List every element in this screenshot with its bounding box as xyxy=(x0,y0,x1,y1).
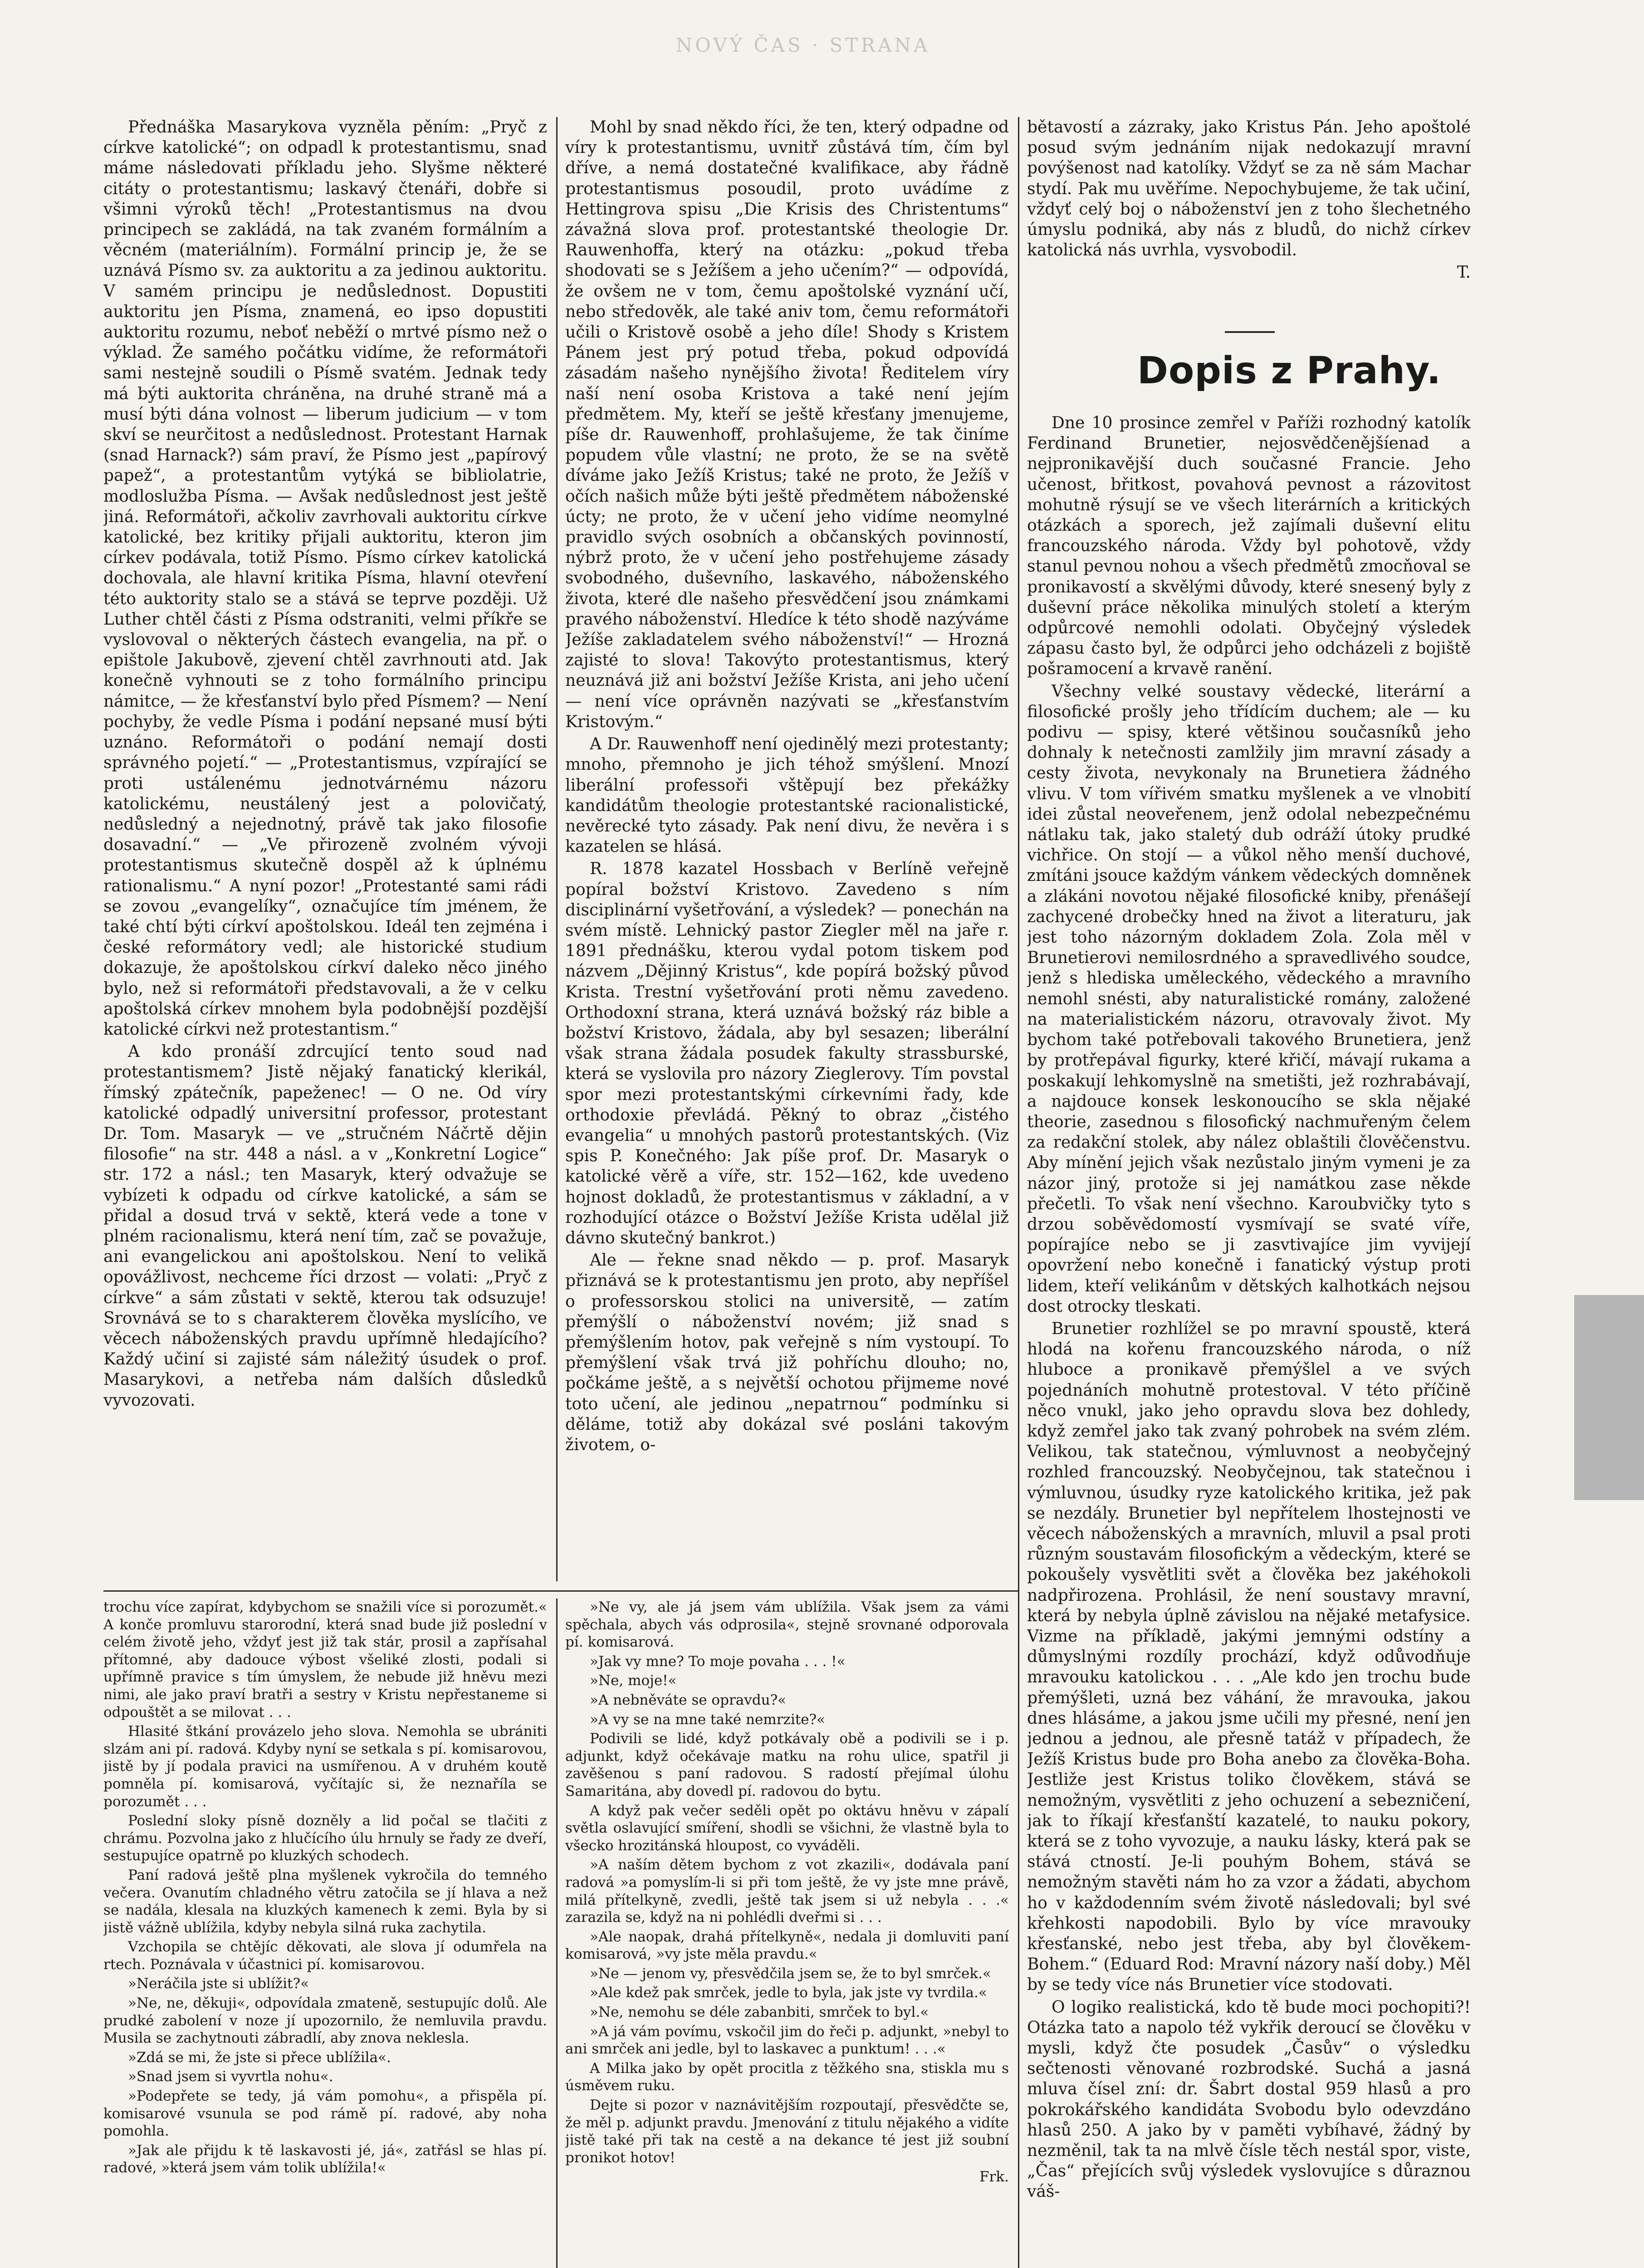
feuilleton-separator xyxy=(103,1590,1018,1592)
feuilleton-paragraph: »A vy se na mne také nemrzite?« xyxy=(590,1711,826,1728)
column-divider xyxy=(556,1598,558,2268)
article-paragraph: Brunetier rozhlížel se po mravní spoustě, která hlodá na kořenu francouzského národa, o níž hluboce a pronikavě přemýšlel a ve svých pojednáních mohutně protestoval. V této příčině něco vnukl, jako jeho opravdu slova bez dohledy, když zemřel jako tak zvaný pohrobek na svém zlém. Velikou, tak statečnou, výmluvnost a neobyčejný rozhled francouzský. Neobyčejnou, tak statečnou i výmluvnou, úsudky ryze katolického kritika, jež pak se nezdály. Brunetier byl nepřítelem lhostejnosti ve věcech náboženských a mravních, mluvil a psal proti různým soustavám filosofickým a vědeckým, které se pokoušely vysvětliti svět a člověka bez jakéhokoli nadpřirozena. Prohlásil, že není soustavy mravní, která by nebyla úplně závislou na nějaké metafysice. Vizme na příkladě, jakými jemnými odstíny a důmyslnými rozdíly prochází, když odůvodňuje mravouku katolickou . . . „Ale kdo jen trochu bude přemýšleti, uzná bez váhání, že mravouka, jakou dnes hlásáme, a jakou jsme učili my přesné, není jen jednou a jednou, ale přesně tatáž v případech, že Ježíš Kristus bude pro Boha anebo za člověka-Boha. Jestliže jest Kristus toliko člověkem, stává se nemožným, vysvětliti z jeho ochuzení a sebezničení, jak to říkají křesťanští kazatelé, to nauku pokory, která se z toho vyvozuje, a nauku lásky, která pak se stává ctností. Je-li pouhým Bohem, stává se nemožným stavěti nám ho za vzor a žádati, abychom ho v každodenním svém životě následovali; byl své křehkosti napodobili. Bylo by více mravouky křesťanské, nebo jest třeba, aby byl člověkem-Bohem.“ (Eduard Rod: Mravní názory naší doby.) Měl by se tedy více nás Brunetier více stodovati. xyxy=(1027,1319,1471,1994)
section-end-rule xyxy=(1225,331,1275,333)
feuilleton-paragraph: »Zdá se mi, že jste si přece ublížila«. xyxy=(128,2049,391,2066)
article-column-right-letter xyxy=(1027,413,1471,2268)
feuilleton-paragraph: »Snad jsem si vyvrtla nohu«. xyxy=(128,2068,333,2085)
feuilleton-paragraph: Dejte si pozor v naznávitějším rozpoutají, přesvědčte se, že měl p. adjunkt pravdu. Jmenování z titulu nějakého a vidíte jistě také při tak na cestě a na dekance té jest již soubní pronikot hotov! xyxy=(565,2097,1009,2166)
feuilleton-paragraph: Podivili se lidé, když potkávaly obě a podivili se i p. adjunkt, když očekávaje matku na rohu ulice, spatřil ji zavěšenou s paní radovou. S radostí přejímal úlohu Samaritána, aby dovedl pí. radovou do bytu. xyxy=(565,1730,1009,1799)
article-paragraph: Dne 10 prosince zemřel v Paříži rozhodný katolík Ferdinand Brunetier, nejosvědčenějšíenad a nejpronikavější duch současné Francie. Jeho učenost, břitkost, povahová pevnost a rázovitost mohutně rýsují se ve všech literárních a kritických otázkách a sporech, jež zajímali duševní elitu francouzského národa. Vždy byl pohotově, vždy stanul pevnou nohou a všech předmětů zmocňoval se pronikavostí a skvělými důvody, které snesený byly z duševní práce několika minulých století a kterým odpůrcové nemohli odolati. Obyčejný výsledek zápasu často byl, že odpůrci jeho odcházeli z bojiště pošramocení a krvavě ranění. xyxy=(1027,414,1471,679)
article-paragraph: bětavostí a zázraky, jako Kristus Pán. Jeho apoštolé posud svým jednáním nijak nedokazují mravní povýšenost nad katolíky. Vždyť se za ně sám Machar stydí. Pak mu uvěříme. Nepochybujeme, že tak učiní, vždyť celý boj o náboženství jen z toho šlechetného úmyslu podniká, aby nás z bludů, do nichž církev katolická nás uvrhla, vysvobodil. xyxy=(1027,118,1471,260)
feuilleton-column-left xyxy=(103,1598,547,2268)
article-paragraph: Všechny velké soustavy vědecké, literární a filosofické prošly jeho třídícím duchem; ale — ku podivu — spisy, které většinou současníků jeho dohnaly k netečnosti zamlžily jim mravní zásady a cesty života, nevykonaly na Brunetiera žádného vlivu. V tom vířivém smatku myšlenek a ve vlnobití idei zůstal neoveřenem, jenž odolal nebezpečnému nátlaku tak, jako staletý dub odráží útoky prudké vichřice. On stojí — a vůkol něho menší duchové, zmítáni jsouce každým vánkem vědeckých domněnek a zlákáni novotou nějaké filosofické kniby, přenášejí zachycené drobečky hned na život a literaturu, jak jest toho názorným dokladem Zola. Zola měl v Brunetierovi nemilosrdného a spravedlivého soudce, jenž s hlediska uměleckého, vědeckého a mravního nemohl snésti, aby naturalistické romány, založené na materialistickém názoru, otravovaly život. My bychom také potřebovali takového Brunetiera, jenž by protřepával figurky, které křičí, mávají rukama a poskakují lehkomyslně na smetišti, jež rozhrabávají, a najdouce konsek leskonoucího se skla nějaké theorie, zasednou s filosofický nachmuřeným čelem za redakční stolek, aby nález oblaštili člověčenstvu. Aby mínění jejich však nezůstalo jiným vymeni je za názor jiný, protože si jej namátkou zase někde přečetli. To však není všechno. Karoubvičky tyto s drzou soběvědomostí vysmívají se svaté víře, popírajíce nebo se ji zasvtivajíce jim vyvijejí opovržení nebo konečně i fanatický výstup proti lidem, kteří velikánům v dětských kalhotkách nejsou dost otrocky tleskati. xyxy=(1027,682,1471,1316)
article-paragraph: Přednáška Masarykova vyzněla pěním: „Pryč z církve katolické“; on odpadl k protestantismu, snad máme následovati příkladu jeho. Slyšme některé citáty o protestantismu; laskavý čtenáři, dobře si všimni výroků těch! „Protestantismus na dvou principech se zakládá, na tak zvaném formálním a věcném (materiálním). Formální princip je, že se uznává Písmo sv. za auktoritu a za jedinou auktoritu. V samém principu je nedůslednost. Dopustiti auktoritu jen Písma, znamená, eo ipso dopustiti auktoritu rozumu, neboť neběží o mrtvé písmo než o výklad. Že samého počátku vidíme, že reformátoři sami nestejně soudili o Písmě svatém. Jednak tedy má býti auktorita chráněna, na druhé straně má a musí býti dána volnost — liberum judicium — v tom skví se neurčitost a nedůslednost. Protestant Harnak (snad Harnack?) sám praví, že Písmo jest „papírový papež“, a protestantům vytýká se bibliolatrie, modloslužba Písma. — Avšak nedůslednost jest ještě jiná. Reformátoři, ačkoliv zavrhovali auktoritu církve katolické, bez kritiky přijali auktoritu, kteron jim církev podávala, totiž Písmo. Písmo církev katolická dochovala, ale hlavní kritika Písma, hlavní otevření této auktority stalo se a stává se teprve později. Už Luther chtěl části z Písma odstraniti, velmi příkře se vyslovoval o některých částech evangelia, na př. o epištole Jakubově, zjevení chtěl zavrhnouti atd. Jak konečně vyhnouti se z toho formálního principu námitce, — že křesťanství bylo před Písmem? — Není pochyby, že vedle Písma i podání nepsané musí býti uznáno. Reformátoři o podání nemají dosti správného pojetí.“ — „Protestantismus, vzpírající se proti ustálenému jednotvárnému názoru katolickému, neustálený jest a polovičatý, nedůsledný a nejednotný, právě tak jako filosofie dosavadní.“ — „Ve přirozeně zvolném vývoji protestantismus skutečně dospěl až k úplnému rationalismu.“ A nyní pozor! „Protestanté sami rádi se zovou „evangelíky“, označujíce tím jménem, že také chtí býti církví apoštolskou. Ideál ten zejména i české reformátory vedl; ale historické studium dokazuje, že apoštolskou církví daleko něco jiného bylo, než si reformátoři představovali, a že v celku apoštolská církev mnohem byla podobnější pozdější katolické církvi než protestantism.“ xyxy=(103,118,547,1039)
feuilleton-paragraph: A Milka jako by opět procitla z těžkého sna, stiskla mu s úsměvem ruku. xyxy=(565,2060,1009,2094)
article-column-left-top xyxy=(103,117,547,1581)
feuilleton-paragraph: »A nebněváte se opravdu?« xyxy=(590,1691,787,1708)
feuilleton-paragraph: »Jak vy mne? To moje povaha . . . !« xyxy=(590,1653,846,1670)
masthead-ghost-text: NOVÝ ČAS · STRANA xyxy=(675,34,930,56)
feuilleton-paragraph: »A já vám povímu, vskočil jim do řeči p. adjunkt, »nebyl to ani smrček ani jedle, byl to laskavec a punktum! . . .« xyxy=(565,2023,1009,2058)
article-paragraph: Ale — řekne snad někdo — p. prof. Masaryk přiznává se k protestantismu jen proto, aby nepříšel o professorskou stolici na universitě, — zatím přemýšlí o náboženství novém; již snad s přemýšlením hotov, pak veřejně s ním vystoupí. To přemýšlení však trvá již pohříchu dlouho; no, počkáme ještě, a s největší ochotou přijmeme nové toto učení, ale jedinou „nepatrnou“ podmínku si děláme, totiž aby dokázal své posláni takovým životem, o- xyxy=(565,1251,1009,1454)
feuilleton-paragraph: »Neráčila jste si ublížit?« xyxy=(128,1975,309,1992)
feuilleton-paragraph: »Ale kdež pak smrček, jedle to byla, jak jste vy tvrdila.« xyxy=(590,1984,987,2001)
article-paragraph: A Dr. Rauwenhoff není ojedinělý mezi protestanty; mnoho, přemnoho je jich téhož smýšlení. Mnozí liberální professoři vštěpují bez překážky kandidátům theologie protestantské racionalistické, nevěrecké tyto zásady. Pak není divu, že nevěra i s kazatelen se hlásá. xyxy=(565,735,1009,856)
article-paragraph: O logiko realistická, kdo tě bude moci pochopiti?! Otázka tato a napolo též vykřik deroucí se člověku v mysli, když čte posudek „Časův“ o výsledku sečtenosti věnované rozbrodské. Suchá a jasná mluva čísel zní: dr. Šabrt dostal 959 hlasů a pro pokrokářského kandidáta Svobodu bylo odevzdáno hlasů 250. A jako by v paměti vybíhavé, žádný by nezměnil, tak ta na mlvě čísle těch nestál spor, viste, „Čas“ přejících svůj výsledek vyslovujíce s důraznou váš- xyxy=(1027,1998,1471,2201)
feuilleton-paragraph: »Ne, moje!« xyxy=(590,1672,677,1689)
feuilleton-paragraph: A když pak večer seděli opět po oktávu hněvu v zápalí světla oslavující smíření, shodli se všichni, že vlastně byla to všecko hrozitánská hloupost, co vyváděli. xyxy=(565,1802,1009,1854)
feuilleton-paragraph: Paní radová ještě plna myšlenek vykročila do temného večera. Ovanutím chladného větru zatočila se jí hlava a než se nadála, klesala na kluzkých kamenech k zemi. Byla by si jistě vážně ublížila, kdyby nebyla silná ruka zachytila. xyxy=(103,1867,547,1936)
feuilleton-paragraph: »A naším dětem bychom z vot zkazili«, dodávala paní radová »a pomyslím-li si při tom ještě, že vy jste mne právě, milá přítelkyně, zvedli, ještě tak jsem si už nebyla . . .« zarazila se, když na ni pohlédli dveřmi si . . . xyxy=(565,1857,1009,1926)
feuilleton-paragraph: »Ne, nemohu se déle zabanbiti, smrček to byl.« xyxy=(590,2004,929,2021)
article-paragraph: Mohl by snad někdo říci, že ten, který odpadne od víry k protestantismu, uvnitř zůstává tím, čím byl dříve, a nemá dostatečné kvalifikace, aby řádně protestantismus posoudil, proto uvádíme z Hettingrova spisu „Die Krisis des Christentums“ závažná slova prof. protestantské theologie Dr. Rauwenhoffa, který na otázku: „pokud třeba shodovati se s Ježíšem a jeho učením?“ — odpovídá, že ovšem ne v tom, čemu apoštolské vyznání učí, nebo středověk, ale také aniv tom, čemu reformátoři učili o Kristově osobě a jeho díle! Shody s Kristem Pánem jest prý potud třeba, pokud odpovídá zásadám našeho nynějšího života! Ředitelem víry naší není osoba Kristova a také není jejím předmětem. My, kteří se ještě křesťany jmenujeme, píše dr. Rauwenhoff, prohlašujeme, že tak činíme popudem vůle vlastní; ne proto, že se na světě díváme jako Ježíš Kristus; také ne proto, že Ježíš v očích našich může býti ještě předmětem náboženské úcty; ne proto, že v učení jeho vidíme neomylné pravidlo svých osobních a občanských povinností, nýbrž proto, že v učení jeho postřehujeme zásady svobodného, duševního, laskavého, náboženského života, které dle našeho přesvědčení jsou známkami pravého náboženství. Hledíce k této shodě nazýváme Ježíše zakladatelem svého náboženství!“ — Hrozná zajisté to slova! Takovýto protestantismus, který neuznává již ani božství Ježíše Krista, ani jeho učení — není více oprávněn nazývati se „křesťanstvím Kristovým.“ xyxy=(565,118,1009,731)
feuilleton-column-middle xyxy=(565,1598,1009,2268)
feuilleton-paragraph: Vzchopila se chtějíc děkovati, ale slova jí odumřela na rtech. Poznávala v účastnici pí. komisarovou. xyxy=(103,1939,547,1973)
feuilleton-paragraph: »Ale naopak, drahá přítelkyně«, nedala ji domluviti paní komisarová, »vy jste měla pravdu.« xyxy=(565,1928,1009,1963)
column-divider xyxy=(556,117,558,1581)
feuilleton-paragraph: »Ne, ne, děkuji«, odpovídala zmateně, sestupujíc dolů. Ale prudké zabolení v noze jí upozornilo, že nemluvila pravdu. Musila se zachytnouti zábradlí, aby znova neklesla. xyxy=(103,1995,547,2047)
article-column-middle-top xyxy=(565,117,1009,1581)
article-signature: T. xyxy=(1457,263,1471,282)
column-divider xyxy=(1018,117,1019,2268)
headline-dopis-z-prahy: Dopis z Prahy. xyxy=(1137,349,1442,392)
feuilleton-paragraph: »Ne — jenom vy, přesvědčila jsem se, že to byl smrček.« xyxy=(590,1965,991,1982)
feuilleton-paragraph: »Podepřete se tedy, já vám pomohu«, a přispěla pí. komisarové vsunula se pod rámě pí. radové, aby noha pomohla. xyxy=(103,2088,547,2140)
feuilleton-paragraph: trochu více zapírat, kdybychom se snažili více si porozumět.« A konče promluvu starorodní, která snad bude již poslední v celém životě jeho, vždyť jest již tak stár, prosil a zapřísahal přítomné, aby dadouce výbost všeliké zlosti, podali si upřímně pravice s tím úmyslem, že nebude již hněvu mezi nimi, ale jako praví bratři a sestry v Kristu nepřestaneme si odpouštět a se milovat . . . xyxy=(103,1599,547,1721)
article-paragraph: R. 1878 kazatel Hossbach v Berlíně veřejně popíral božství Kristovo. Zavedeno s ním disciplinární vyšetřování, a výsledek? — ponechán na svém místě. Lehnický pastor Ziegler měl na jaře r. 1891 přednášku, kterou vydal potom tiskem pod názvem „Dějinný Kristus“, kde popírá božský původ Krista. Trestní vyšetřování proti němu zavedeno. Orthodoxní strana, která uznává božský ráz bible a božství Kristovo, žádala, aby byl sesazen; liberální však strana žádala posudek fakulty strassburské, která se vyslovila pro názory Zieglerovy. Tím povstal spor mezi protestantskými církevními řady, kde orthodoxie převládá. Pěkný to obraz „čistého evangelia“ u mnohých pastorů protestantských. (Viz spis P. Konečného: Jak píše prof. Dr. Masaryk o katolické věrě a víře, str. 152—162, kde uvedeno hojnost dokladů, že protestantismus v základní, a v rozhodující otázce o Božství Ježíše Krista udělal již dávno skutečný bankrot.) xyxy=(565,860,1009,1247)
feuilleton-signature: Frk. xyxy=(979,2169,1009,2185)
scan-margin-tab xyxy=(1574,1295,1644,1500)
feuilleton-paragraph: Poslední sloky písně dozněly a lid počal se tlačiti z chrámu. Pozvolna jako z hlučícího úlu hrnuly se řady ze dveří, sestupujíce opatrně po kluzkých schodech. xyxy=(103,1813,547,1864)
feuilleton-paragraph: »Jak ale přijdu k tě laskavosti jé, já«, zatřásl se hlas pí. radové, »která jsem vám tolik ublížila!« xyxy=(103,2142,547,2176)
article-paragraph: A kdo pronáší zdrcující tento soud nad protestantismem? Jistě nějaký fanatický klerikál, římský zpátečník, papeženec! — O ne. Od víry katolické odpadlý universitní professor, protestant Dr. Tom. Masaryk — ve „stručném Náčrtě dějin filosofie“ na str. 448 a násl. a v „Konkretní Logice“ str. 172 a násl.; ten Masaryk, který odvažuje se vybízeti k odpadu od církve katolické, a sám se přidal a dosud trvá v sektě, která vede a tone v plném racionalismu, která není tím, zač se považuje, ani evangelickou ani apoštolskou. Není to velikă opovážlivost, nechceme říci drzost — volati: „Pryč z církve“ a sám zůstati v sektě, kterou tak odsuzuje! Srovnává se to s charakterem člověka myslícího, ve věcech náboženských pravdu upřímně hledajícího? Každý učiní si zajisté sám náležitý úsudek o prof. Masarykovi, a netřeba nám dalších důsledků vyvozovati. xyxy=(103,1042,547,1410)
feuilleton-paragraph: Hlasité štkání provázelo jeho slova. Nemohla se ubrániti slzám ani pí. radová. Kdyby nyní se setkala s pí. komisarovou, jistě by jí podala pravici na usmířenou. A v druhém koutě pomněla pí. komisarová, vyčítajíc si, že neznaříla se porozumět . . . xyxy=(103,1723,547,1810)
feuilleton-paragraph: »Ne vy, ale já jsem vám ublížila. Však jsem za vámi spěchala, abych vás odprosila«, stejně srovnané odporovala pí. komisarová. xyxy=(565,1599,1009,1651)
article-column-right-continuation xyxy=(1027,117,1471,326)
